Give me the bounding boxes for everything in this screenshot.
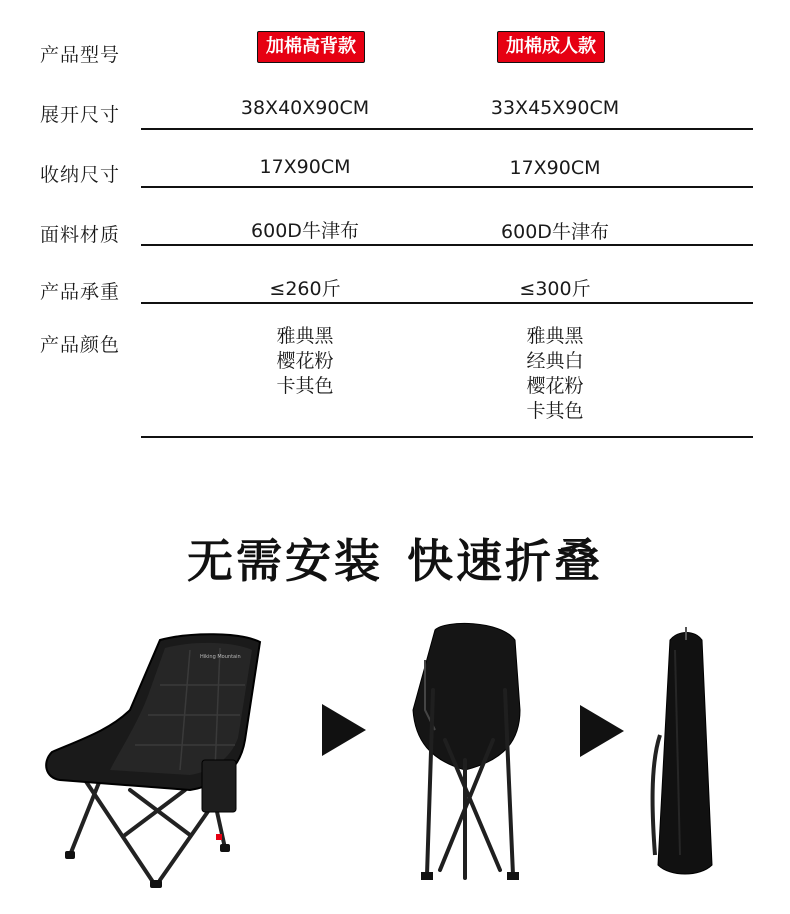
label-model: 产品型号 xyxy=(40,44,121,66)
color-item: 卡其色 xyxy=(276,375,334,397)
color-item: 雅典黑 xyxy=(526,325,584,347)
load-1: ≤260斤 xyxy=(269,278,341,300)
headline-quick-fold: 快速折叠 xyxy=(407,534,603,588)
folded-size-2: 17X90CM xyxy=(509,157,601,179)
color-item: 樱花粉 xyxy=(526,375,584,397)
colors-list-2 xyxy=(450,324,660,424)
colors-list-1 xyxy=(200,324,410,399)
label-load: 产品承重 xyxy=(40,281,121,303)
unfolded-size-2: 33X45X90CM xyxy=(490,97,620,119)
storage-bag-image xyxy=(640,625,730,880)
chair-logo: Hiking Mountain xyxy=(200,654,241,660)
label-colors: 产品颜色 xyxy=(40,334,121,356)
divider xyxy=(141,302,753,304)
headline-no-install: 无需安装 xyxy=(187,534,383,588)
color-item: 卡其色 xyxy=(526,400,584,422)
arrow-right-icon xyxy=(580,705,624,757)
divider xyxy=(141,128,753,130)
divider xyxy=(141,436,753,438)
fabric-1: 600D牛津布 xyxy=(251,220,359,242)
model-badge-adult: 加棉成人款 xyxy=(497,31,605,63)
open-chair-image xyxy=(40,630,270,890)
arrow-right-icon xyxy=(322,704,366,756)
label-folded-size: 收纳尺寸 xyxy=(40,164,121,186)
color-item: 雅典黑 xyxy=(276,325,334,347)
unfolded-size-1: 38X40X90CM xyxy=(240,97,370,119)
folded-size-1: 17X90CM xyxy=(259,156,351,178)
label-fabric: 面料材质 xyxy=(40,224,121,246)
folding-chair-image xyxy=(405,620,530,890)
divider xyxy=(141,186,753,188)
fabric-2: 600D牛津布 xyxy=(501,221,609,243)
headline xyxy=(0,525,790,591)
load-2: ≤300斤 xyxy=(519,278,591,300)
model-badge-high-back: 加棉高背款 xyxy=(257,31,365,63)
divider xyxy=(141,244,753,246)
label-unfolded-size: 展开尺寸 xyxy=(40,104,121,126)
spec-table xyxy=(0,0,790,450)
color-item: 经典白 xyxy=(526,350,584,372)
color-item: 樱花粉 xyxy=(276,350,334,372)
